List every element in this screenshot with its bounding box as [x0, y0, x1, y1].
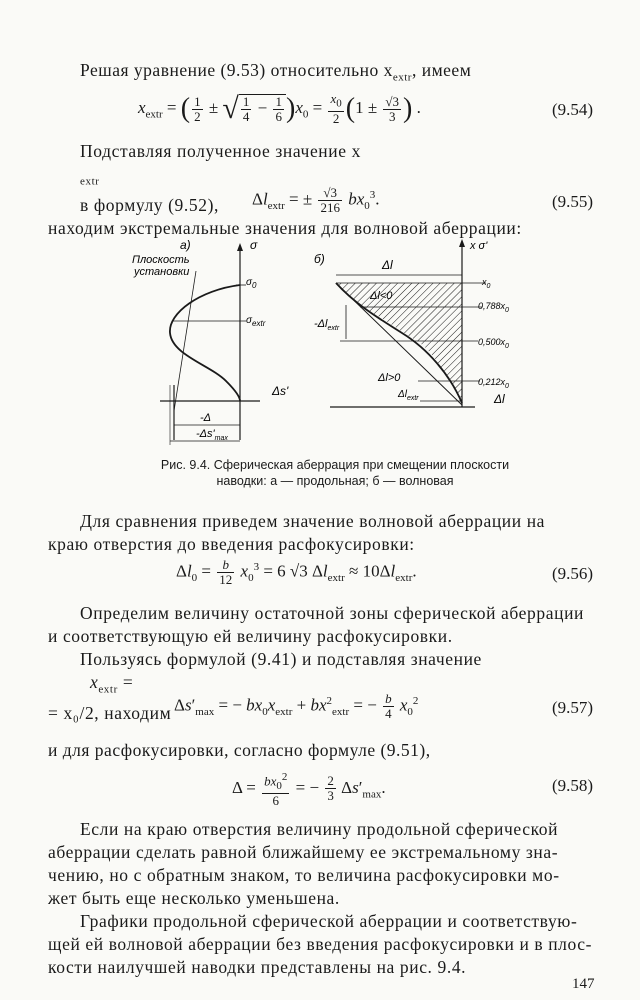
figure-9-4: [0, 235, 640, 460]
plane-pointer: [174, 271, 196, 411]
equation-number: (9.56): [552, 564, 594, 583]
hatched-region-negative: [336, 283, 462, 343]
paragraph-using: Пользуясь формулой (9.41) и подставляя значение $x_{extr}$ = = x₀/2, находим: [48, 649, 482, 723]
plane-label-line2: установки: [134, 266, 190, 278]
page-number: 147: [572, 976, 595, 992]
tick-0500-label: $0,500x_0$: [478, 337, 509, 350]
panel-b-y-arrow: [459, 239, 465, 247]
equation-number: (9.58): [552, 776, 594, 795]
sigma-extr-label: $\sigma_{extr}$: [246, 315, 266, 328]
equation-number: (9.55): [552, 192, 594, 211]
pos-region-label: Δl>0: [378, 372, 401, 384]
x0-tick-label: $x_0$: [482, 277, 491, 290]
equation-9-58: Δ = $\frac{bx_0^2}{6}$ = − $\frac{2}{3}$ $\Delta s'_{max}$.: [232, 771, 386, 808]
equation-9-54: $x_{extr}$ = ( $\frac{1}{2}$ ± √ $\frac{1}{4}$ − $\frac{1}{6}$ )$x_0$ = $\frac{x_0}{2}$ (1 ± $\frac{√3}{3}$ ) .: [138, 91, 421, 126]
panel-b-x-label: Δl: [494, 392, 505, 406]
panel-a-axis-label: σ: [250, 238, 258, 252]
paragraph-compare: Для сравнения приведем значение волновой аберрации на краю отверстия до введения расфокусировки:: [48, 511, 546, 554]
equation-9-55: $\Delta l_{extr}$ = ± $\frac{√3}{216}$ $bx_0^3$.: [252, 185, 380, 215]
paragraph-graphs: Графики продольной сферической аберрации и соответствую- щей ей волновой аберрации без введения расфокусировки и в плос- кости наилучшей наводки представлены на рис. 9.4.: [48, 911, 593, 977]
equation-9-56: $\Delta l_0$ = $\frac{b}{12}$ $x_0^3 = 6$ √3 $\Delta l_{extr} \approx 10\Delta l_{extr}$.: [176, 557, 417, 587]
panel-b: [314, 239, 509, 407]
intro-line: Решая уравнение (9.53) относительно $x_{extr}$, имеем: [80, 60, 472, 84]
equation-number: (9.57): [552, 698, 594, 717]
panel-a: [132, 238, 289, 445]
equation-number: (9.54): [552, 100, 594, 119]
extr-bottom-label: $\Delta l_{extr}$: [398, 389, 419, 402]
paragraph-residual: Определим величину остаточной зоны сферической аберрации и соответствующую ей величину расфокусировки.: [48, 603, 584, 646]
plane-label-line1: Плоскость: [132, 254, 190, 266]
panel-a-x-label: Δs': [272, 384, 289, 398]
paragraph-defocus: и для расфокусировки, согласно формуле (9.51),: [48, 740, 431, 760]
sigma0-label: $\sigma_0$: [246, 277, 257, 290]
caption-line-2: наводки: а — продольная; б — волновая: [216, 474, 454, 488]
tick-0212-label: $0,212x_0$: [478, 377, 509, 390]
longitudinal-aberration-curve: [170, 285, 240, 401]
equation-9-57: $\Delta s'_{max}$ = − $bx_0x_{extr} + bx^2_{extr}$ = − $\frac{b}{4}$ $x_0^2$: [174, 691, 419, 721]
paragraph-substitute: Подставляя полученное значение x $_{extr}$ в формулу (9.52), находим экстремальные значения для волновой аберрации:: [48, 141, 522, 238]
paragraph-edge: Если на краю отверстия величину продольной сферической аберрации сделать равной ближайшему ее экстремальному зна- чению, но с обратным знаком, то величина расфокусировки мо- жет быть еще несколько уменьшена.: [48, 819, 560, 908]
extr-left-label: $-\Delta l_{extr}$: [314, 318, 340, 332]
panel-a-label: а): [180, 238, 191, 252]
panel-b-label: б): [314, 252, 325, 266]
panel-b-axis-label: x σ': [470, 240, 488, 252]
dim-delta-label: -Δ: [200, 412, 212, 424]
figure-caption: [100, 457, 570, 489]
dim-smax-label: $-\Delta s'_{max}$: [196, 428, 228, 442]
caption-line-1: Рис. 9.4. Сферическая аберрация при смещении плоскости: [160, 458, 510, 472]
panel-a-y-arrow: [237, 243, 243, 251]
top-dim-label: Δl: [382, 258, 393, 272]
tick-0788-label: $0,788x_0$: [478, 301, 509, 314]
neg-region-label: Δl<0: [370, 290, 393, 302]
